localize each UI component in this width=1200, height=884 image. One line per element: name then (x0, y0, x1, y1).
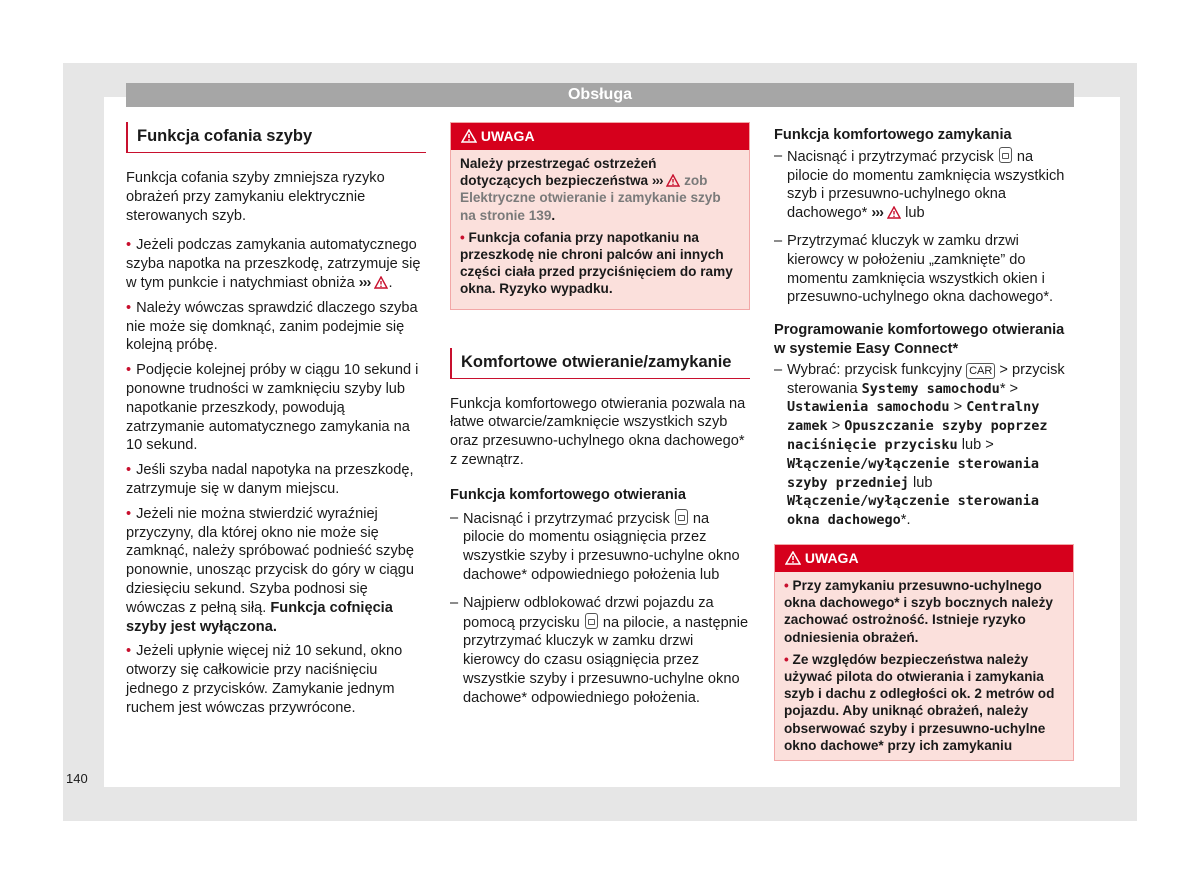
instruction-item: – Nacisnąć i przytrzymać przycisk na pilocie do momentu osiągnięcia przez wszystkie szyby i przesuwno-uchylne okno dachowe* odpowiedniego położenia lub (450, 509, 750, 585)
subheading-programming: Programowanie komfortowego otwierania w systemie Easy Connect* (774, 322, 1065, 357)
subheading-comfort-close: Funkcja komfortowego zamykania (774, 127, 1012, 143)
warning-body: • Przy zamykaniu przesuwno-uchylnego okna dachowego* i szyb bocznych należy zachować ostrożność. Istnieje ryzyko odniesienia obrażeń. • Ze względów bezpieczeństwa należy używać pilota do otwierania i zamykania szyb i dachu z odległości ok. 2 metrów od pojazdu. Aby uniknąć obrażeń, należy obserwować szyby i przesuwno-uchylne okno dachowe* przy ich zamykaniu (784, 577, 1055, 753)
heading-window-reverse: Funkcja cofania szyby (126, 122, 426, 153)
instruction-item: – Nacisnąć i przytrzymać przycisk na pilocie do momentu zamknięcia wszystkich szyb i przesuwno-uchylnego okna dachowego* ››› lub (774, 147, 1074, 223)
bullet-item: • Jeżeli upłynie więcej niż 10 sekund, okno otworzy się całkowicie przy naciśnięciu jednego z przycisków. Zamykanie jednym ruchem jest wówczas przywrócone. (126, 642, 426, 717)
warning-triangle-icon (785, 551, 801, 565)
reference-arrows-icon: ››› (358, 274, 371, 291)
reference-arrows-icon: ››› (871, 205, 883, 222)
section-header: Obsługa (126, 83, 1074, 107)
intro-paragraph: Funkcja cofania szyby zmniejsza ryzyko obrażeń przy zamykaniu elektrycznie sterowanych szyb. (126, 170, 385, 224)
bullet-item: • Jeśli szyba nadal napotyka na przeszkodę, zatrzymuje się w danym miejscu. (126, 461, 426, 499)
warning-body: Należy przestrzegać ostrzeżeń dotyczących bezpieczeństwa ››› zob Elektryczne otwieranie i zamykanie szyb na stronie 139. • Funkcja cofania przy napotkaniu na przeszkodę nie chroni palców ani innych części ciała przed przyciśnięciem do ramy okna. Ryzyko wypadku. (460, 156, 733, 297)
warning-triangle-icon (887, 206, 901, 219)
warning-triangle-icon (666, 174, 680, 187)
warning-header: UWAGA (451, 123, 749, 150)
bullet-item: • Jeżeli podczas zamykania automatycznego szyba napotka na przeszkodę, zatrzymuje się w tym punkcie i natychmiast obniża ››› . (126, 236, 426, 292)
instruction-item: – Wybrać: przycisk funkcyjny CAR > przycisk sterowania Systemy samochodu* > Ustawienia samochodu > Centralny zamek > Opuszczanie szyby poprzez naciśnięcie przycisku lub > Włączenie/wyłączenie sterowania szyby przedniej lub Włączenie/wyłączenie sterowania okna dachowego*. (774, 361, 1074, 530)
remote-lock-key-icon (675, 509, 688, 525)
cross-reference-link[interactable]: zob Elektryczne otwieranie i zamykanie szyb na stronie 139 (460, 173, 721, 223)
heading-comfort-open-close: Komfortowe otwieranie/zamykanie (450, 348, 750, 379)
remote-lock-key-icon (999, 147, 1012, 163)
bullet-item: • Podjęcie kolejnej próby w ciągu 10 sekund i ponowne trudności w zamknięciu szyby lub napotkanie przeszkody, powodują zatrzymanie automatycznego zamykania na 10 sekund. (126, 361, 426, 455)
warning-header: UWAGA (775, 545, 1073, 572)
column-3 (774, 122, 1074, 779)
warning-triangle-icon (461, 129, 477, 143)
bullet-item: • Jeżeli nie można stwierdzić wyraźniej przyczyny, dla której okno nie może się zamknąć, należy spróbować podnieść szybę ponownie, unosząc przycisk do góry w ciągu dziesięciu sekund. Szyba podnosi się wówczas z pełną siłą. Funkcja cofnięcia szyby jest wyłączona. (126, 505, 426, 637)
column-2 (450, 122, 750, 717)
warning-box (450, 122, 750, 310)
instruction-item: – Najpierw odblokować drzwi pojazdu za pomocą przycisku na pilocie, a następnie przytrzymać kluczyk w zamku drzwi kierowcy do czasu osiągnięcia przez wszystkie szyby i przesuwno-uchylne okno dachowe* odpowiedniego położenia. (450, 594, 750, 708)
reference-arrows-icon: ››› (651, 173, 663, 189)
remote-lock-key-icon (585, 613, 598, 629)
warning-box (774, 544, 1074, 761)
column-1 (126, 122, 426, 724)
intro-paragraph: Funkcja komfortowego otwierania pozwala na łatwe otwarcie/zamknięcie wszystkich szyb oraz przesuwno-uchylnego okna dachowego* z zewnątrz. (450, 395, 746, 469)
car-key-icon: CAR (966, 363, 995, 379)
page-number: 140 (66, 771, 88, 786)
bullet-item: • Należy wówczas sprawdzić dlaczego szyba nie może się domknąć, zanim podejmie się kolejną próbę. (126, 299, 426, 355)
warning-triangle-icon (374, 276, 388, 289)
instruction-item: – Przytrzymać kluczyk w zamku drzwi kierowcy w położeniu „zamknięte” do momentu zamknięcia wszystkich okien i przesuwno-uchylnego okna dachowego*. (774, 232, 1074, 307)
subheading-comfort-open: Funkcja komfortowego otwierania (450, 486, 686, 503)
